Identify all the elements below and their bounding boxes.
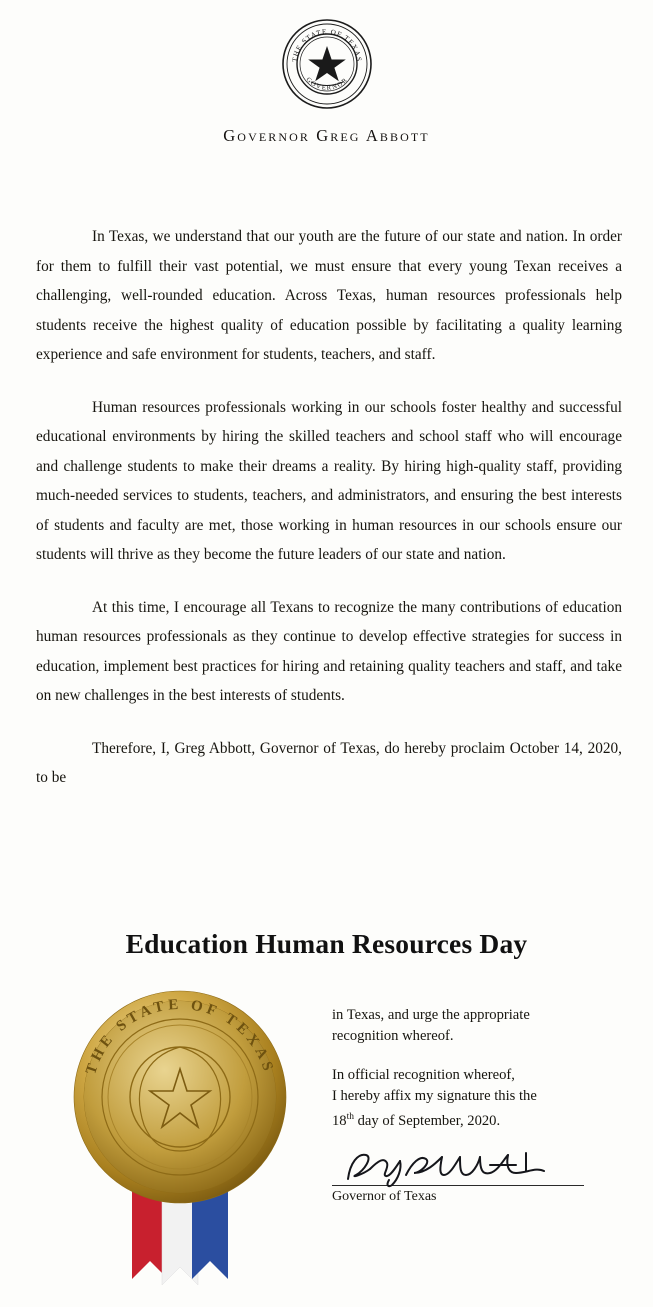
svg-text:THE STATE OF TEXAS: THE STATE OF TEXAS bbox=[290, 27, 363, 63]
document-body bbox=[36, 222, 622, 793]
closing-line: in Texas, and urge the appropriate bbox=[332, 1007, 530, 1023]
paragraph: Human resources professionals working in our schools foster healthy and successful educational environments by hiring the skilled teachers and school staff who will encourage and challenge students to make their dreams a reality. By hiring high-quality staff, providing much-needed services to students, teachers, and administrators, and ensuring the best interests of students and faculty are met, those working in human resources in our schools ensure our students will thrive as they become the future leaders of our state and nation. bbox=[36, 398, 622, 563]
date-day: 18 bbox=[332, 1112, 347, 1129]
closing-line: In official recognition whereof, bbox=[332, 1067, 515, 1083]
closing-line: recognition whereof. bbox=[332, 1028, 454, 1044]
closing-line: I hereby affix my signature this the bbox=[332, 1088, 537, 1104]
paragraph: In Texas, we understand that our youth are the future of our state and nation. In order for them to fulfill their vast potential, we must ensure that every young Texan receives a challenging, well-rounded education. Across Texas, human resources professionals help students receive the highest quality of education possible by facilitating a quality learning experience and safe environment for students, teachers, and staff. bbox=[36, 228, 622, 363]
svg-text:THE STATE OF TEXAS: THE STATE OF TEXAS bbox=[83, 996, 277, 1077]
closing-line-date bbox=[332, 1107, 622, 1132]
paragraph: Therefore, I, Greg Abbott, Governor of Texas, do hereby proclaim October 14, 2020, to be bbox=[36, 739, 622, 786]
document-header bbox=[0, 0, 653, 146]
signature-icon bbox=[340, 1145, 570, 1189]
date-ordinal-suffix: th bbox=[346, 1112, 354, 1122]
signature-area bbox=[332, 1145, 612, 1205]
texas-state-seal-icon bbox=[281, 18, 373, 110]
proclamation-title: Education Human Resources Day bbox=[125, 928, 528, 959]
closing-block-2 bbox=[332, 1065, 622, 1132]
closing-block-1 bbox=[332, 1005, 622, 1047]
paragraph: At this time, I encourage all Texans to recognize the many contributions of education human resources professionals as they continue to develop effective strategies for success in education, implement best practices for hiring and retaining quality teachers and staff, and take on new challenges in the best interests of students. bbox=[36, 598, 622, 704]
gold-embossed-seal-icon bbox=[58, 985, 308, 1295]
closing-text bbox=[332, 1005, 622, 1150]
date-rest: day of September, 2020. bbox=[353, 1112, 501, 1129]
signature-rule bbox=[332, 1185, 584, 1186]
document-footer bbox=[0, 985, 653, 1307]
signature-caption: Governor of Texas bbox=[332, 1189, 437, 1204]
svg-text:GOVERNOR: GOVERNOR bbox=[303, 76, 350, 92]
governor-heading: Governor Greg Abbott bbox=[223, 126, 430, 145]
